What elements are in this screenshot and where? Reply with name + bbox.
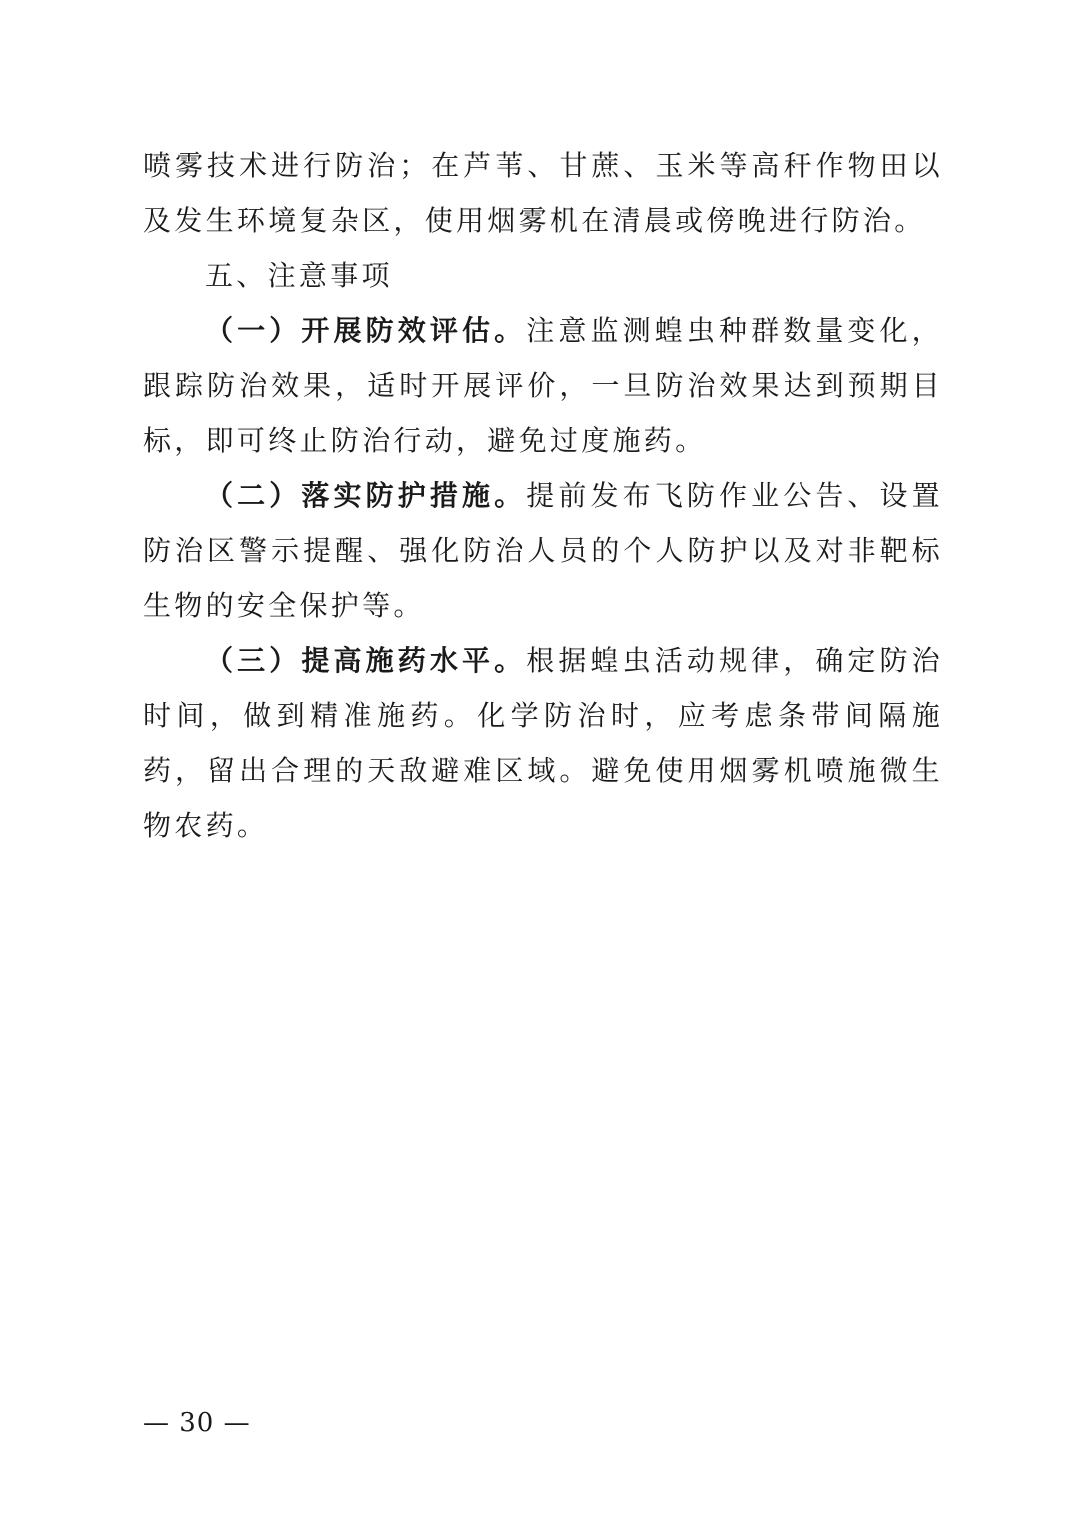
- item-lead-1: （一）开展防效评估。: [205, 314, 527, 347]
- item-text-2: 提前发布飞防作业公告、设置防治区警示提醒、强化防治人员的个人防护以及对非靶标生物的安全保护等。: [143, 479, 943, 622]
- document-body: [143, 138, 943, 853]
- item-paragraph-1: [143, 303, 943, 468]
- item-text-3: 根据蝗虫活动规律，确定防治时间，做到精准施药。化学防治时，应考虑条带间隔施药，留出合理的天敌避难区域。避免使用烟雾机喷施微生物农药。: [143, 644, 943, 842]
- item-paragraph-2: [143, 468, 943, 633]
- section-heading: 五、注意事项: [205, 259, 393, 292]
- item-lead-2: （二）落实防护措施。: [205, 479, 527, 512]
- item-lead-3: （三）提高施药水平。: [205, 644, 527, 677]
- item-text-1: 注意监测蝗虫种群数量变化，跟踪防治效果，适时开展评价，一旦防治效果达到预期目标，即可终止防治行动，避免过度施药。: [143, 314, 943, 457]
- page-number: — 30 —: [143, 1408, 251, 1438]
- continuation-paragraph: 喷雾技术进行防治；在芦苇、甘蔗、玉米等高秆作物田以及发生环境复杂区，使用烟雾机在清晨或傍晚进行防治。: [143, 149, 943, 237]
- item-paragraph-3: [143, 633, 943, 853]
